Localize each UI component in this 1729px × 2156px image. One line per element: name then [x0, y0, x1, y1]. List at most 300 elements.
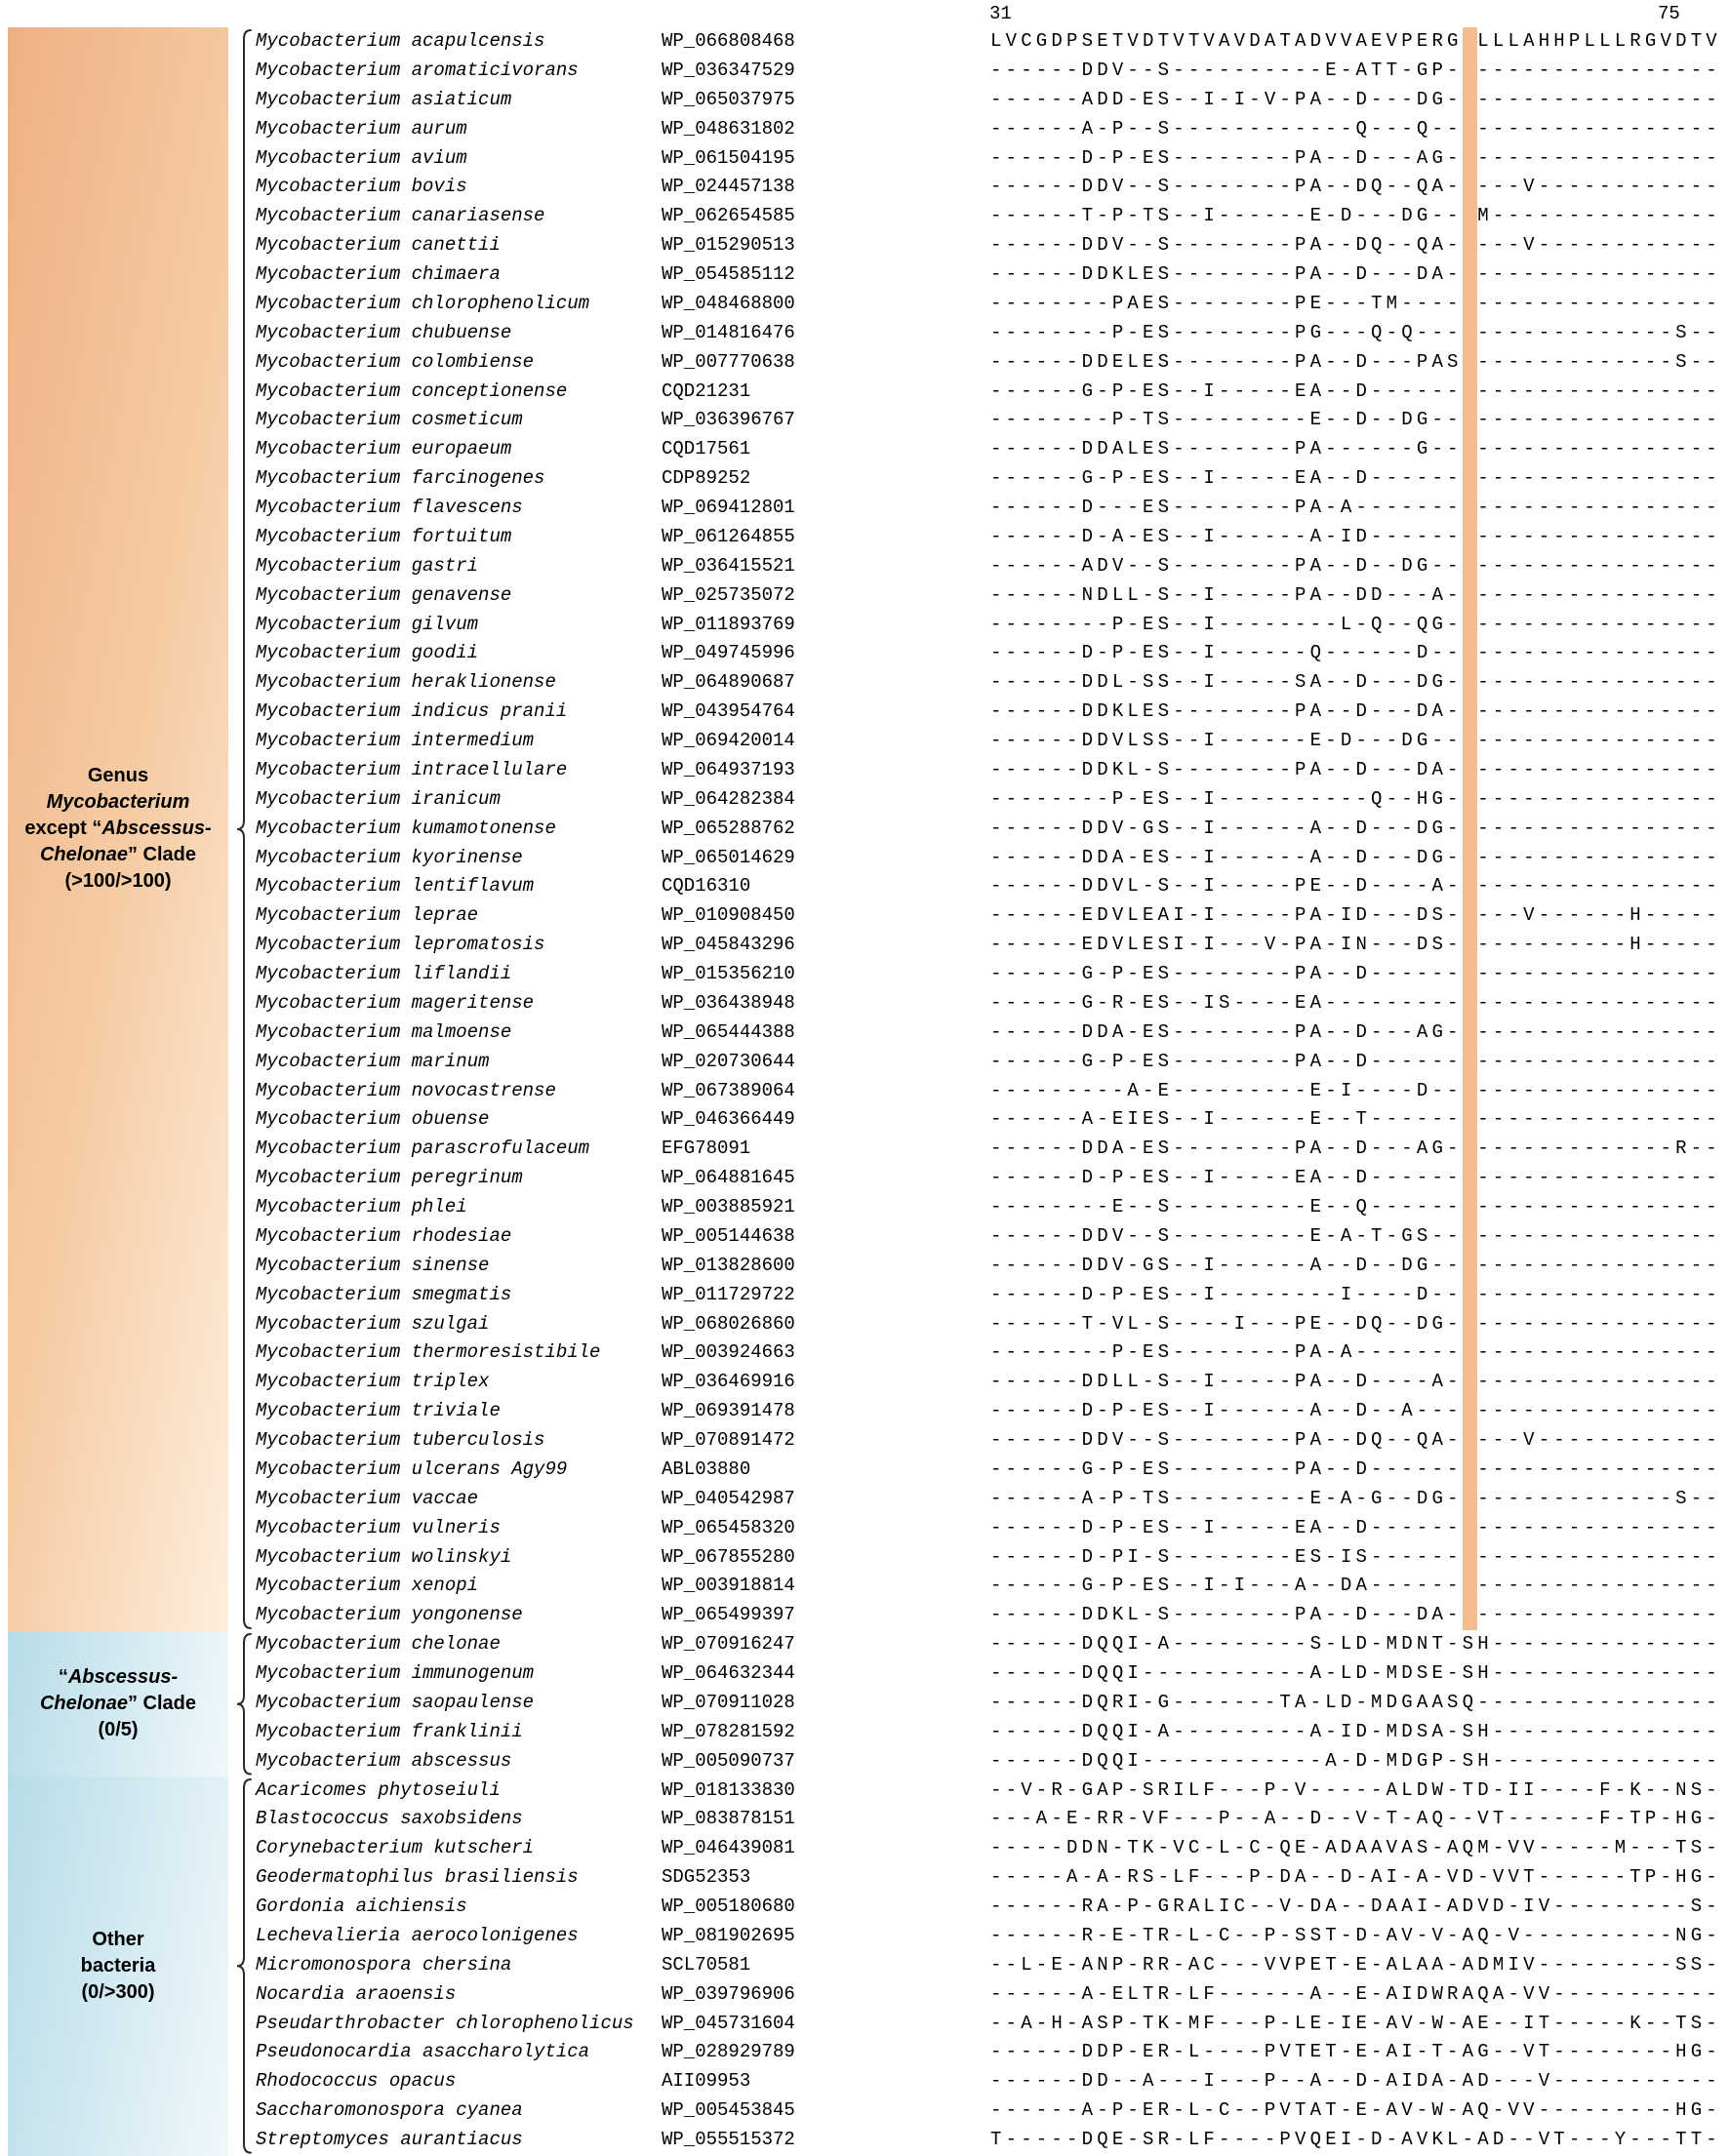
alignment-row: [0, 1777, 1729, 1806]
sequence-block-1: ------A-P--S------------Q---Q--: [990, 117, 1463, 140]
accession-id: WP_011893769: [662, 613, 795, 635]
accession-id: WP_039796906: [662, 1982, 795, 2005]
insertion-column-cell: [1463, 581, 1478, 611]
sequence-block-2: ----------------: [1477, 583, 1721, 606]
species-name: Mycobacterium cosmeticum: [256, 409, 523, 431]
species-name: Mycobacterium lentiflavum: [256, 875, 535, 898]
species-name: Mycobacterium europaeum: [256, 438, 512, 460]
sequence: [990, 86, 1721, 115]
sequence: [990, 290, 1721, 319]
species-name: Mycobacterium parascrofulaceum: [256, 1138, 590, 1160]
sequence-block-2: ---V------H-----: [1477, 904, 1721, 927]
species-name: Mycobacterium intermedium: [256, 730, 535, 751]
accession-id: WP_081902695: [662, 1924, 795, 1946]
accession-id: WP_020730644: [662, 1050, 795, 1072]
sequence: [990, 1135, 1721, 1164]
sequence: [990, 1368, 1721, 1397]
alignment-row: [0, 1747, 1729, 1777]
sequence-block-2: Q-VV---------HG-: [1477, 2099, 1721, 2122]
sequence-block-2: D---V-----------: [1477, 2070, 1721, 2093]
sequence: [990, 1222, 1721, 1252]
accession-id: WP_028929789: [662, 2041, 795, 2063]
sequence: [990, 115, 1721, 144]
alignment-row: [0, 464, 1729, 494]
sequence-block-2: D-II----F-K--NS-: [1477, 1778, 1721, 1801]
alignment-row: [0, 1485, 1729, 1514]
alignment-row: [0, 785, 1729, 815]
sequence-block-2: ----------------: [1477, 700, 1721, 723]
alignment-row: [0, 581, 1729, 611]
sequence: [990, 1659, 1721, 1689]
alignment-row: [0, 1310, 1729, 1339]
alignment-row: [0, 1922, 1729, 1951]
sequence-block-1: ------R-E-TR-L-C--P-SST-D-AV-V-: [990, 1924, 1463, 1946]
sequence-block-1: ------G-P-ES--------PA--D------: [990, 1457, 1463, 1480]
sequence: [990, 348, 1721, 378]
sequence: [990, 698, 1721, 727]
insertion-column-cell: [1463, 1572, 1478, 1601]
accession-id: WP_065444388: [662, 1020, 795, 1043]
species-name: Mycobacterium heraklionense: [256, 671, 556, 694]
label-segment: Chelonae: [39, 844, 128, 866]
sequence: [990, 1630, 1721, 1659]
species-name: Pseudarthrobacter chlorophenolicus: [256, 2012, 634, 2034]
sequence-block-2: ----------------: [1477, 846, 1721, 868]
sequence-block-2: -------------S--: [1477, 321, 1721, 343]
sequence-block-2: ----------------: [1477, 1575, 1721, 1597]
insertion-column-cell: [1463, 1397, 1478, 1426]
species-name: Mycobacterium immunogenum: [256, 1662, 535, 1684]
label-segment: bacteria: [80, 1955, 156, 1977]
insertion-column-cell: [1463, 173, 1478, 202]
sequence-block-1: ------DDV--S--------PA--DQ--QA-: [990, 234, 1463, 257]
sequence: [990, 1922, 1721, 1951]
alignment-row: [0, 494, 1729, 523]
sequence-block-2: E--IT-----K--TS-: [1477, 2012, 1721, 2034]
insertion-column-cell: [1463, 639, 1478, 668]
sequence-block-1: --L-E-ANP-RR-AC---VVPET-E-ALAA-: [990, 1953, 1463, 1976]
sequence-block-1: ------ADV--S--------PA--D--DG--: [990, 554, 1463, 577]
species-name: Mycobacterium chubuense: [256, 321, 512, 343]
accession-id: WP_065288762: [662, 817, 795, 839]
alignment-row: [0, 1893, 1729, 1922]
alignment-row: [0, 523, 1729, 552]
sequence-block-1: --------P-ES--I----------Q--HG-: [990, 787, 1463, 810]
sequence-block-2: ----------------: [1477, 991, 1721, 1014]
accession-id: CDP89252: [662, 467, 751, 490]
insertion-column-cell: [1463, 1338, 1478, 1368]
alignment-row: [0, 2096, 1729, 2126]
species-name: Mycobacterium aromaticivorans: [256, 59, 579, 81]
sequence-block-2: -VVT------TP-HG-: [1477, 1866, 1721, 1889]
accession-id: CQD16310: [662, 875, 751, 898]
accession-id: WP_005453845: [662, 2099, 795, 2122]
accession-id: WP_048468800: [662, 292, 795, 314]
label-segment: Abscessus-: [101, 818, 212, 840]
insertion-column-cell: [1463, 1077, 1478, 1106]
sequence: [990, 202, 1721, 231]
species-name: Mycobacterium abscessus: [256, 1749, 512, 1772]
rows-layer: [0, 27, 1729, 2155]
accession-id: WP_068026860: [662, 1312, 795, 1335]
sequence: [990, 1193, 1721, 1222]
species-name: Mycobacterium kumamotonense: [256, 817, 556, 839]
accession-id: WP_040542987: [662, 1487, 795, 1509]
insertion-column-cell: -: [1462, 2129, 1478, 2150]
sequence-block-1: ------DDA-ES--I------A--D---DG-: [990, 846, 1463, 868]
sequence-block-1: ------D-PI-S--------ES-IS------: [990, 1545, 1463, 1568]
insertion-column-cell: [1463, 727, 1478, 756]
sequence-block-1: ---------A-E---------E-I----D--: [990, 1079, 1463, 1101]
insertion-column-cell: [1463, 960, 1478, 989]
insertion-column-cell: A: [1462, 2070, 1478, 2093]
species-name: Mycobacterium wolinskyi: [256, 1545, 512, 1568]
species-name: Mycobacterium acapulcensis: [256, 30, 545, 52]
insertion-column-cell: Q: [1462, 1691, 1478, 1713]
label-segment: Chelonae: [39, 1693, 128, 1715]
accession-id: WP_078281592: [662, 1720, 795, 1742]
sequence-block-1: ------D-P-ES--------PA--D---AG-: [990, 146, 1463, 169]
alignment-row: [0, 202, 1729, 231]
accession-id: WP_070891472: [662, 1429, 795, 1451]
sequence: [990, 1747, 1721, 1777]
insertion-column-cell: [1463, 231, 1478, 260]
sequence: [990, 668, 1721, 698]
insertion-column-cell: D: [1462, 1866, 1478, 1889]
species-name: Mycobacterium leprae: [256, 904, 479, 927]
insertion-column-cell: [1463, 1048, 1478, 1077]
label-segment: (>100/>100): [64, 870, 172, 893]
sequence-block-1: ------T-VL-S----I---PE--DQ--DG-: [990, 1312, 1463, 1335]
accession-id: WP_070911028: [662, 1691, 795, 1713]
species-name: Mycobacterium avium: [256, 146, 467, 169]
species-name: Mycobacterium chlorophenolicum: [256, 292, 590, 314]
sequence-block-1: ------DQQI-A---------A-ID-MDSA-: [990, 1720, 1463, 1742]
alignment-row: [0, 2126, 1729, 2155]
sequence-block-1: -----A-A-RS-LF---P-DA--D-AI-A-V: [990, 1866, 1463, 1889]
accession-id: ABL03880: [662, 1457, 751, 1480]
sequence: [990, 1601, 1721, 1630]
species-name: Mycobacterium szulgai: [256, 1312, 490, 1335]
sequence: [990, 231, 1721, 260]
accession-id: WP_067855280: [662, 1545, 795, 1568]
sequence-block-1: ------DQQI-----------A-LD-MDSE-: [990, 1662, 1463, 1684]
alignment-row: [0, 611, 1729, 640]
alignment-row: [0, 1456, 1729, 1485]
sequence-block-1: ------G-R-ES--IS----EA---------: [990, 991, 1463, 1014]
sequence-block-2: ----------------: [1477, 1341, 1721, 1364]
species-name: Mycobacterium canariasense: [256, 205, 545, 227]
insertion-column-cell: [1463, 1193, 1478, 1222]
sequence-block-2: ---V------------: [1477, 234, 1721, 257]
sequence: [990, 1048, 1721, 1077]
insertion-column-cell: [1463, 202, 1478, 231]
sequence-block-2: ----------------: [1477, 758, 1721, 780]
sequence-block-2: ----------------: [1477, 1516, 1721, 1538]
accession-id: WP_064632344: [662, 1662, 795, 1684]
accession-id: WP_064937193: [662, 758, 795, 780]
alignment-row: [0, 727, 1729, 756]
sequence-block-1: ------EDVLESI-I---V-PA-IN---DS-: [990, 934, 1463, 956]
accession-id: WP_065037975: [662, 88, 795, 110]
accession-id: CQD17561: [662, 438, 751, 460]
alignment-row: [0, 2067, 1729, 2096]
sequence-block-1: ------DDV-GS--I------A--D--DG--: [990, 1254, 1463, 1276]
sequence-block-1: --------P-ES--------PG---Q-Q---: [990, 321, 1463, 343]
sequence-block-2: ----------------: [1477, 1283, 1721, 1305]
sequence-block-1: --------E--S---------E--Q------: [990, 1196, 1463, 1218]
sequence-block-1: --------P-TS---------E--D--DG--: [990, 409, 1463, 431]
species-name: Mycobacterium flavescens: [256, 497, 523, 518]
species-name: Mycobacterium saopaulense: [256, 1691, 535, 1713]
label-segment: Other: [92, 1929, 144, 1951]
species-name: Mycobacterium novocastrense: [256, 1079, 556, 1101]
label-segment: Genus: [87, 765, 149, 787]
insertion-column-cell: A: [1462, 1953, 1478, 1976]
sequence: [990, 872, 1721, 901]
accession-id: WP_064881645: [662, 1167, 795, 1189]
sequence-block-1: ------EDVLEAI-I-----PA-ID---DS-: [990, 904, 1463, 927]
sequence: [990, 1456, 1721, 1485]
sequence: [990, 1281, 1721, 1310]
accession-id: WP_069412801: [662, 497, 795, 518]
sequence-block-1: ------DQQI-A---------S-LD-MDNT-: [990, 1633, 1463, 1656]
alignment-row: [0, 1689, 1729, 1718]
sequence-block-1: ------RA-P-GRALIC--V-DA--DAAI-A: [990, 1896, 1463, 1917]
sequence: [990, 960, 1721, 989]
alignment-row: [0, 1048, 1729, 1077]
sequence: [990, 1105, 1721, 1135]
sequence-block-2: ----------------: [1477, 1224, 1721, 1247]
sequence-block-2: H---------------: [1477, 1633, 1721, 1656]
accession-id: WP_005144638: [662, 1224, 795, 1247]
sequence-block-2: QA-VV-----------: [1477, 1982, 1721, 2005]
accession-id: WP_069391478: [662, 1400, 795, 1422]
sequence-block-1: ------D-P-ES--I--------I----D--: [990, 1283, 1463, 1305]
insertion-column-cell: [1463, 319, 1478, 348]
sequence-block-1: ------T-P-TS--I------E-D---DG--: [990, 205, 1463, 227]
sequence-block-1: ------DDA-ES--------PA--D---AG-: [990, 1020, 1463, 1043]
alignment-row: [0, 319, 1729, 348]
alignment-row: [0, 1193, 1729, 1222]
species-name: Streptomyces aurantiacus: [256, 2129, 523, 2150]
sequence-block-2: ----------------: [1477, 1167, 1721, 1189]
sequence-block-1: ------DDV--S---------E-A-T-GS--: [990, 1224, 1463, 1247]
sequence-block-2: ----------------: [1477, 88, 1721, 110]
alignment-row: [0, 1543, 1729, 1573]
accession-id: WP_003918814: [662, 1575, 795, 1597]
sequence-block-1: ------NDLL-S--I-----PA--DD---A-: [990, 583, 1463, 606]
sequence: [990, 27, 1721, 57]
sequence-block-2: ----------------: [1477, 1196, 1721, 1218]
sequence-block-1: ------DDV--S--------PA--DQ--QA-: [990, 1429, 1463, 1451]
alignment-row: [0, 57, 1729, 86]
sequence-block-2: ----------------: [1477, 671, 1721, 694]
sequence: [990, 1397, 1721, 1426]
accession-id: WP_043954764: [662, 700, 795, 723]
accession-id: WP_013828600: [662, 1254, 795, 1276]
insertion-column-cell: [1463, 464, 1478, 494]
accession-id: WP_024457138: [662, 176, 795, 198]
species-name: Mycobacterium gastri: [256, 554, 479, 577]
accession-id: WP_061264855: [662, 525, 795, 547]
sequence-block-2: ----------------: [1477, 1457, 1721, 1480]
sequence: [990, 1338, 1721, 1368]
sequence: [990, 1514, 1721, 1543]
alignment-row: [0, 1951, 1729, 1980]
alignment-row: [0, 1601, 1729, 1630]
species-name: Mycobacterium asiaticum: [256, 88, 512, 110]
sequence-block-2: ----------------: [1477, 730, 1721, 751]
sequence: [990, 2010, 1721, 2039]
species-name: Mycobacterium vulneris: [256, 1516, 501, 1538]
species-name: Mycobacterium iranicum: [256, 787, 501, 810]
sequence-block-2: ----------------: [1477, 1691, 1721, 1713]
alignment-row: [0, 844, 1729, 873]
alignment-row: [0, 901, 1729, 931]
sequence-block-1: ------D---ES--------PA-A-------: [990, 497, 1463, 518]
alignment-row: [0, 1980, 1729, 2010]
insertion-column-cell: [1463, 27, 1478, 57]
sequence-block-1: ------D-P-ES--I-----EA--D------: [990, 1516, 1463, 1538]
alignment-row: [0, 1397, 1729, 1426]
sequence-block-1: -----DDN-TK-VC-L-C-QE-ADAAVAS-A: [990, 1837, 1463, 1859]
sequence-block-1: ------DDKL-S--------PA--D---DA-: [990, 758, 1463, 780]
alignment-row: [0, 406, 1729, 435]
sequence-block-1: ------DDV--S--------PA--DQ--QA-: [990, 176, 1463, 198]
alignment-row: [0, 1805, 1729, 1834]
accession-id: WP_045731604: [662, 2012, 795, 2034]
alignment-row: [0, 1863, 1729, 1893]
insertion-column-cell: S: [1462, 1749, 1478, 1772]
label-segment: “: [58, 1666, 68, 1689]
sequence-block-1: --------P-ES--------PA-A-------: [990, 1341, 1463, 1364]
sequence: [990, 1805, 1721, 1834]
sequence-block-1: ------DDLL-S--I-----PA--D----A-: [990, 1371, 1463, 1393]
accession-id: WP_036347529: [662, 59, 795, 81]
sequence-block-2: ----------------: [1477, 1371, 1721, 1393]
species-name: Mycobacterium intracellulare: [256, 758, 568, 780]
alignment-row: [0, 1426, 1729, 1456]
insertion-column-cell: -: [1462, 1808, 1478, 1830]
insertion-column-cell: [1463, 1368, 1478, 1397]
alignment-row: [0, 115, 1729, 144]
sequence-block-1: ------DDVLSS--I------E-D---DG--: [990, 730, 1463, 751]
sequence-block-2: ----------------: [1477, 263, 1721, 285]
sequence-block-1: ------D-A-ES--I------A-ID------: [990, 525, 1463, 547]
species-name: Mycobacterium liflandii: [256, 963, 512, 984]
species-name: Pseudonocardia asaccharolytica: [256, 2041, 590, 2063]
sequence: [990, 1485, 1721, 1514]
species-name: Mycobacterium canettii: [256, 234, 501, 257]
sequence-block-2: LLLAHHPLLLRGVDTV: [1477, 30, 1721, 52]
alignment-row: [0, 435, 1729, 464]
insertion-column-cell: [1463, 523, 1478, 552]
insertion-column-cell: [1463, 756, 1478, 785]
accession-id: WP_067389064: [662, 1079, 795, 1101]
species-name: Mycobacterium conceptionense: [256, 379, 568, 402]
sequence-block-2: ----------------: [1477, 409, 1721, 431]
species-name: Mycobacterium xenopi: [256, 1575, 479, 1597]
accession-id: AII09953: [662, 2070, 751, 2093]
sequence: [990, 581, 1721, 611]
accession-id: WP_025735072: [662, 583, 795, 606]
accession-id: WP_036396767: [662, 409, 795, 431]
alignment-row: [0, 1077, 1729, 1106]
sequence: [990, 378, 1721, 407]
sequence-block-2: VD-IV---------S-: [1477, 1896, 1721, 1917]
insertion-column-cell: [1463, 144, 1478, 174]
alignment-row: [0, 1252, 1729, 1281]
sequence: [990, 494, 1721, 523]
sequence-block-1: --V-R-GAP-SRILF---P-V-----ALDW-: [990, 1778, 1463, 1801]
alignment-row: [0, 698, 1729, 727]
accession-id: WP_048631802: [662, 117, 795, 140]
species-name: Geodermatophilus brasiliensis: [256, 1866, 579, 1889]
sequence: [990, 464, 1721, 494]
insertion-column-cell: [1463, 290, 1478, 319]
alignment-row: [0, 378, 1729, 407]
alignment-row: [0, 231, 1729, 260]
sequence: [990, 1310, 1721, 1339]
insertion-column-cell: [1463, 406, 1478, 435]
species-name: Mycobacterium malmoense: [256, 1020, 512, 1043]
sequence: [990, 57, 1721, 86]
sequence: [990, 844, 1721, 873]
species-name: Mycobacterium kyorinense: [256, 846, 523, 868]
species-name: Mycobacterium yongonense: [256, 1604, 523, 1626]
accession-id: WP_045843296: [662, 934, 795, 956]
alignment-row: [0, 1105, 1729, 1135]
insertion-column-cell: A: [1462, 2099, 1478, 2122]
insertion-column-cell: [1463, 1456, 1478, 1485]
sequence-block-2: DMIV---------SS-: [1477, 1953, 1721, 1976]
sequence-block-2: ----------------: [1477, 117, 1721, 140]
sequence-block-2: ----------------: [1477, 1108, 1721, 1131]
accession-id: WP_064890687: [662, 671, 795, 694]
accession-id: SDG52353: [662, 1866, 751, 1889]
accession-id: WP_054585112: [662, 263, 795, 285]
insertion-column-cell: [1463, 1426, 1478, 1456]
sequence-block-1: --------PAES--------PE---TM----: [990, 292, 1463, 314]
sequence: [990, 2096, 1721, 2126]
species-name: Mycobacterium colombiense: [256, 350, 535, 373]
sequence-block-2: ----------------: [1477, 292, 1721, 314]
insertion-column-cell: [1463, 1135, 1478, 1164]
insertion-column-cell: [1463, 1281, 1478, 1310]
sequence-block-1: --------P-ES--I--------L-Q--QG-: [990, 613, 1463, 635]
accession-id: WP_046366449: [662, 1108, 795, 1131]
species-name: Mycobacterium aurum: [256, 117, 467, 140]
position-label-75: 75: [1658, 3, 1680, 24]
sequence-block-1: ------DDV-GS--I------A--D---DG-: [990, 817, 1463, 839]
sequence: [990, 2126, 1721, 2155]
sequence: [990, 1572, 1721, 1601]
accession-id: WP_065499397: [662, 1604, 795, 1626]
accession-id: WP_014816476: [662, 321, 795, 343]
species-name: Mycobacterium ulcerans Agy99: [256, 1457, 568, 1480]
sequence-block-1: ------G-P-ES--I-I---A--DA------: [990, 1575, 1463, 1597]
insertion-column-cell: [1463, 86, 1478, 115]
accession-id: WP_083878151: [662, 1808, 795, 1830]
alignment-row: [0, 1281, 1729, 1310]
insertion-column-cell: A: [1462, 1924, 1478, 1946]
alignment-row: [0, 2010, 1729, 2039]
species-name: Lechevalieria aerocolonigenes: [256, 1924, 579, 1946]
sequence: [990, 2067, 1721, 2096]
sequence: [990, 785, 1721, 815]
alignment-row: [0, 668, 1729, 698]
